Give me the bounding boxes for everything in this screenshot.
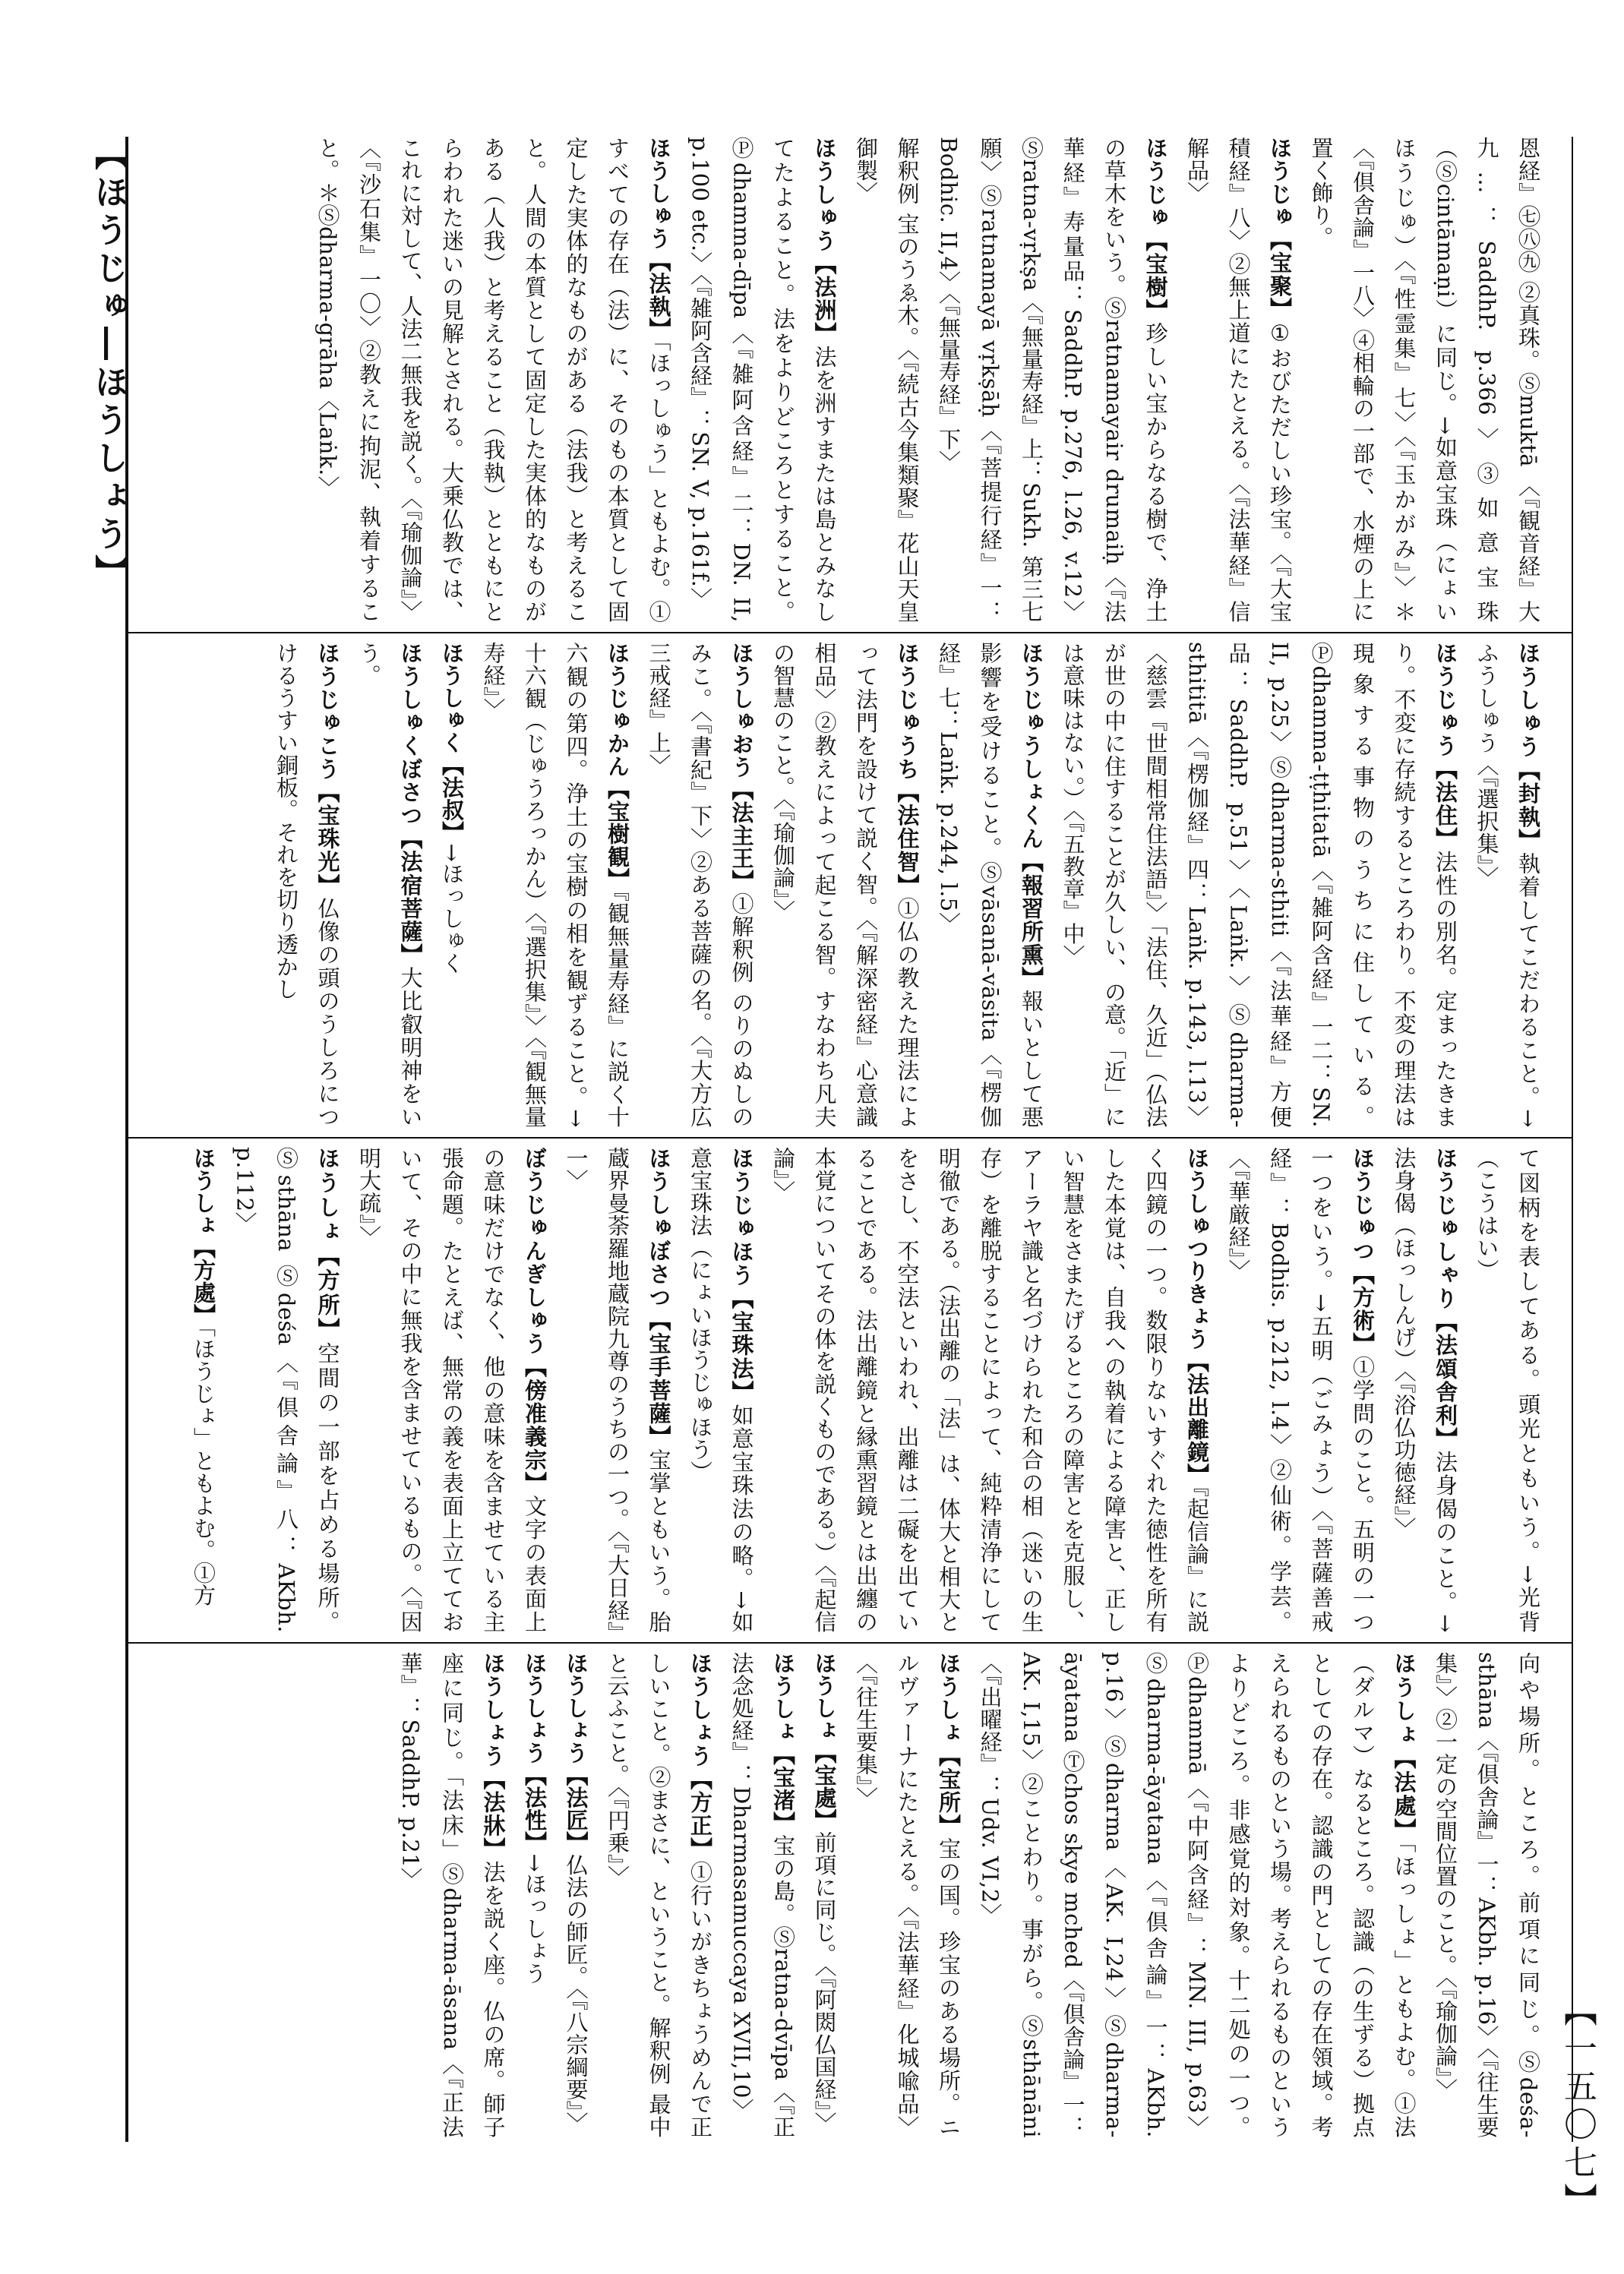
dictionary-entry	[1184, 137, 1293, 623]
entry-body: ①行いがきちょうめんで正しいこと。②まさに、ということ。解釈例 最中と云ふこと。〈『円乗』〉	[605, 1652, 713, 2138]
entry-headword: ほうしょう【法性】	[522, 1652, 548, 1854]
tier-divider	[128, 1642, 1572, 1644]
dictionary-entry	[398, 1652, 507, 2138]
entry-body: て図柄を表してある。頭光ともいう。→光背（こうはい）	[1474, 1147, 1541, 1633]
entry-headword: ほうしょ【宝渚】	[770, 1652, 796, 1835]
entry-headword: ほうしゅう【法執】	[646, 137, 672, 340]
entry-body: 「ほっしゅう」ともよむ。①すべての存在（法）に、そのもの本質として固定した実体的なものがある（法我）と考えること。人間の本質として固定した実体的なものがある（人我）と考えること（我執）とともにとらわれた迷いの見解とされる。大乗仏教では、これに対して、人法二無我を説く。〈『瑜伽論』〉〈『沙石集』一〇〉②教えに拘泥、執着すること。＊Ⓢdharma-grāha〈Laṅk.〉	[314, 137, 672, 623]
entry-headword: ほうしょ【宝處】	[811, 1652, 838, 1831]
entry-headword: ほうしゅぼさつ【宝手菩薩】	[646, 1147, 672, 1448]
entry-headword: ぼうじゅんぎしゅう【傍准義宗】	[522, 1147, 548, 1495]
tier-divider	[128, 632, 1572, 633]
entry-headword: ほうじゅ【宝樹】	[1142, 137, 1169, 323]
entry-body: 「ほうじょ」ともよむ。①方	[191, 1326, 216, 1606]
dictionary-entry	[687, 1147, 755, 1633]
dictionary-entry	[1309, 137, 1542, 623]
dictionary-entry	[356, 642, 424, 1128]
entry-body: 如意宝珠法の略。→如意宝珠法（にょいほうじゅほう）	[687, 1147, 755, 1633]
entry-body: 報いとして悪影響を受けること。Ⓢvāsanā-vāsita〈『楞伽経』七：Laṅk. p.244, l.5〉	[936, 642, 1044, 1128]
entry-headword: ほうしょ【方處】	[191, 1147, 216, 1326]
entry-body: 宝掌ともいう。胎蔵界曼荼羅地蔵院九尊のうちの一つ。〈『大日経』一〉	[563, 1147, 672, 1633]
dictionary-entry	[564, 1652, 589, 2134]
entry-body: 仏像の頭のうしろにつけるうすい銅板。それを切り透かし	[273, 642, 341, 1128]
entry-headword: ほうしょ【宝所】	[936, 1652, 962, 1838]
entry-headword: ほうしゅつりきょう【法出離鏡】	[1184, 1147, 1210, 1486]
dictionary-entry	[978, 1652, 1417, 2138]
entry-headword: ほうじゅつ【方術】	[1350, 1147, 1376, 1356]
entry-body: 執着してこだわること。→ふうしゅう〈『選択集』〉	[1474, 642, 1541, 1128]
tier-divider	[128, 1137, 1572, 1139]
tier-2-text	[128, 642, 1572, 1128]
dictionary-entry	[1433, 1652, 1541, 2138]
dictionary-entry	[232, 1147, 341, 1633]
entry-body: ①おびただしい珍宝。〈『大宝積経』八〉②無上道にたとえる。〈『法華経』信解品〉	[1184, 137, 1293, 623]
dictionary-entry	[729, 1652, 797, 2138]
entry-headword: ほうしゅくぼさつ【法宿菩薩】	[397, 642, 424, 967]
entry-headword: ほうしゅおう【法主王】	[728, 642, 755, 893]
entry-headword: ほうじゅう【法住】	[1433, 642, 1458, 851]
tier-1	[128, 137, 1572, 623]
entry-headword: ほうじゅうち【法住智】	[894, 642, 921, 897]
dictionary-entry	[605, 1652, 713, 2138]
dictionary-entry	[1226, 1147, 1376, 1633]
entry-body: ①解釈例 のりのぬしのみこ。〈『書紀』下〉②ある菩薩の名。〈『大方広三戒経』上〉	[646, 642, 755, 1128]
dictionary-entry	[1474, 1147, 1542, 1633]
tier-1-text	[128, 137, 1572, 623]
dictionary-page-body	[125, 137, 1573, 2142]
entry-headword: ほうじゅほう【宝珠法】	[728, 1147, 755, 1404]
entry-body: 向や場所。ところ。前項に同じ。Ⓢdeśa-sthāna〈『倶舎論』一：AKbh. p.16〉〈『往生要集』〉②一定の空間位置のこと。〈『瑜伽論』〉	[1433, 1652, 1541, 2138]
tier-3	[128, 1147, 1572, 1633]
dictionary-entry	[1060, 642, 1459, 1128]
dictionary-entry	[1474, 642, 1542, 1128]
entry-headword: ほうじゅ【宝聚】	[1267, 137, 1293, 321]
tier-2	[128, 642, 1572, 1128]
running-head: 【ほうじゅ―ほうしょう】	[89, 137, 128, 592]
entry-headword: ほうしょう【法牀】	[480, 1652, 507, 1861]
dictionary-entry	[481, 642, 631, 1128]
entry-body: 宝の国。珍宝のある場所。ニルヴァーナにたとえる。〈『法華経』化城喩品〉〈『往生要集』〉	[853, 1652, 962, 2138]
entry-body: 前項に同じ。〈『阿閦仏国経』〉	[811, 1831, 838, 2134]
page-number: 【一五〇七】	[1558, 1993, 1597, 2221]
dictionary-entry	[273, 642, 341, 1128]
dictionary-entry	[191, 1147, 216, 1606]
entry-headword: ほうじゅしゃり【法頌舎利】	[1433, 1147, 1458, 1451]
tier-4	[128, 1652, 1572, 2138]
entry-headword: ほうしゅう【封執】	[1515, 642, 1541, 852]
entry-headword: ほうしょ【法處】	[1391, 1652, 1417, 1842]
dictionary-entry	[936, 137, 1169, 623]
entry-body: →ほっしゅく	[439, 843, 465, 974]
dictionary-entry	[853, 1652, 962, 2138]
entry-body: ①学問のこと。五明の一つ一つをいう。→五明（ごみょう）〈『菩薩善戒経』：Bodhis. p.212, l.4〉②仙術。学芸。〈『華厳経』〉	[1225, 1147, 1376, 1633]
dictionary-entry	[356, 1147, 548, 1633]
entry-body: 珍しい宝からなる樹で、浄土の草木をいう。Ⓢratnamayair drumaiḥ〈『法華経』寿量品：SaddhP. p.276, l.26, v.12〉Ⓢratna-vṛkṣa〈『無量寿経』上：Sukh. 第三七願〉Ⓢratnamayā vṛkṣāḥ〈『菩提行経』一：Bodhic. II,4〉〈『無量寿経』下〉	[936, 137, 1169, 623]
entry-body: →ほっしょう	[522, 1853, 548, 1985]
entry-body: 大比叡明神をいう。	[356, 642, 424, 1128]
dictionary-entry	[315, 137, 672, 623]
dictionary-entry	[936, 642, 1044, 1128]
dictionary-entry	[1392, 1147, 1459, 1633]
entry-headword: ほうじゅこう【宝珠光】	[314, 642, 341, 897]
entry-body: 『観無量寿経』に説く十六観の第四。浄土の宝樹の相を観ずること。→十六観（じゅうろっかん）〈『選択集』〉〈『観無量寿経』〉	[480, 642, 630, 1128]
entry-body: 「ほっしょ」ともよむ。①法（ダルマ）なるところ。認識（の生ずる）拠点としての存在。認識の門としての存在領域。考えられるものという場。考えられるものというよりどころ。非感覚的対象。十二処の一つ。Ⓟdhammā〈『中阿含経』：MN. III, p.63〉Ⓢdharma-āyatana〈『倶舎論』一：AKbh. p.16〉Ⓢdharma〈AK. I,24〉Ⓢdharma-āyatana Ⓣchos skye mched〈『倶舎論』一：AK. I,15〉②ことわり。事がら。Ⓢsthānāni〈『出曜経』：Udv. VI,2〉	[977, 1652, 1417, 2138]
dictionary-entry	[439, 642, 465, 974]
entry-headword: ほうしょ【方所】	[314, 1147, 341, 1343]
entry-body: 解釈例 宝のうゑ木。〈『続古今集類聚』花山天皇御製〉	[853, 137, 921, 623]
entry-headword: ほうしゅう【法洲】	[811, 137, 838, 346]
entry-headword: ほうしょう【方正】	[687, 1652, 713, 1861]
dictionary-entry	[853, 137, 921, 623]
entry-headword: ほうしゅく【法叔】	[439, 642, 465, 844]
entry-body: 法性の別名。定まったきまり。不変に存続するところわり。不変の理法は現象する事物のうちに住している。Ⓟdhamma-ṭṭhitatā〈『雑阿含経』一二：SN. II, p.25〉Ⓢdharma-sthiti〈『法華経』方便品：SaddhP. p.51〉〈Laṅk.〉Ⓢdharma-sthititā〈『楞伽経』四：Laṅk. p.143, l.13〉〈慈雲『世間相常住法語』〉「法住、久近」（仏法が世の中に住することが久しい、の意。「近」には意味はない。）〈『五教章』中〉	[1060, 642, 1458, 1128]
dictionary-entry	[646, 642, 755, 1128]
entry-headword: ほうしょう【法匠】	[563, 1652, 589, 1854]
entry-body: 恩経』㊆㊇㊈ ②真珠。Ⓢmuktā 〈『観音経』大九…：SaddhP. p.366〉③如意宝珠（Ⓢcintāmaṇi）に同じ。→如意宝珠（にょいほうじゅ）〈『性霊集』七〉〈『玉かがみ』〉＊〈『倶舎論』一八〉④相輪の一部で、水煙の上に置く飾り。	[1308, 137, 1541, 623]
dictionary-entry	[770, 1147, 1210, 1633]
dictionary-entry	[687, 137, 838, 623]
entry-body: 法を洲すまたは島とみなしてたよること。法をよりどころとすること。Ⓟdhamma-dīpa〈『雑阿含経』二：DN. II, p.100 etc.〉〈『雑阿含経』：SN. V, p.161f.〉	[687, 137, 838, 623]
dictionary-entry	[812, 1652, 838, 2134]
entry-body: ①仏の教えた理法によって法門を設けて説く智。〈『解深密経』心意識相品〉②教えによって起こる智。すなわち凡夫の智慧のこと。〈『瑜伽論』〉	[770, 642, 921, 1128]
entry-body: 仏法の師匠。〈『八宗綱要』〉	[563, 1853, 589, 2134]
entry-body: 法を説く座。仏の席。師子座に同じ。「法床」Ⓢdharma-āsana〈『正法華』：SaddhP. p.21〉	[397, 1652, 507, 2138]
dictionary-entry	[522, 1652, 548, 1985]
entry-body: 文字の表面上の意味だけでなく、他の意味を含ませている主張命題。たとえば、無常の義を表面上立てておいて、その中に無我を含ませているもの。〈『因明大疏』〉	[356, 1147, 548, 1633]
entry-body: 空間の一部を占める場所。Ⓢsthāna Ⓢdeśa〈『倶舎論』八：AKbh. p.112〉	[232, 1147, 341, 1633]
dictionary-entry	[564, 1147, 672, 1633]
tier-3-text	[128, 1147, 1572, 1633]
dictionary-entry	[770, 642, 921, 1128]
entry-body: 宝の島。Ⓢratna-dvīpa〈『正法念処経』：Dharmasamuccaya XVII,10〉	[728, 1652, 796, 2138]
entry-headword: ほうじゅうしょくん【報習所熏】	[1019, 642, 1044, 990]
entry-body: 『起信論』に説く四鏡の一つ。数限りないすぐれた徳性を所有した本覚は、自我への執着による障害と、正しい智慧をさまたげるところの障害とを克服し、アーラヤ識と名づけられた和合の相（迷いの生存）を離脱することによって、純粋清浄にして明徹である。（法出離の「法」は、体大と相大とをさし、不空法といわれ、出離は二礙を出ていることである。法出離鏡と縁熏習鏡とは出纏の本覚についてその体を説くものである。）〈『起信論』〉	[770, 1147, 1210, 1633]
entry-headword: ほうじゅかん【宝樹観】	[605, 642, 630, 891]
entry-body: 法身偈のこと。→法身偈（ほっしんげ）〈『浴仏功徳経』〉	[1391, 1147, 1458, 1633]
tier-4-text	[128, 1652, 1572, 2138]
